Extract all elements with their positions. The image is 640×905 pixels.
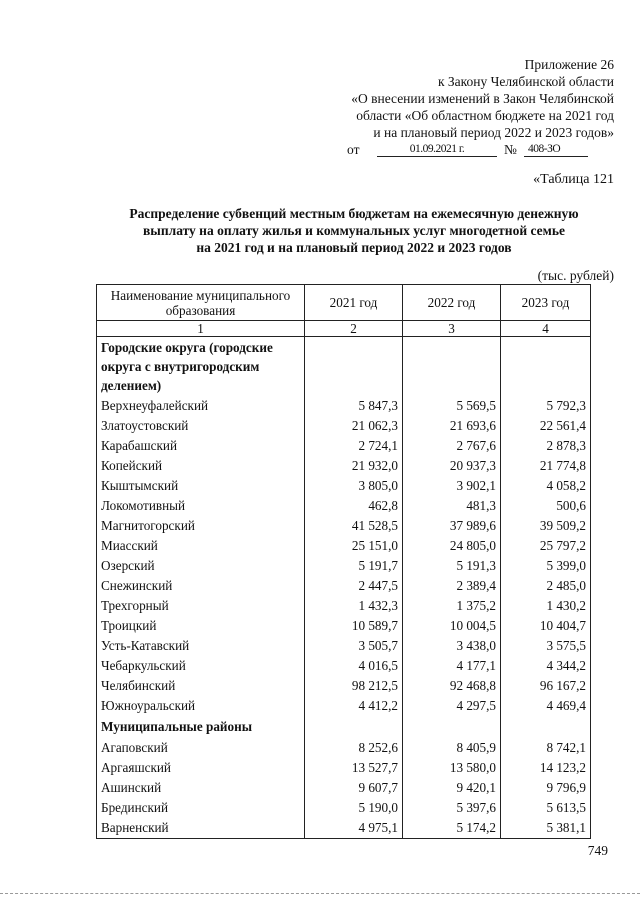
amount-cell: 25 797,2 [501, 536, 591, 556]
amount-cell: 10 004,5 [403, 616, 501, 636]
table-row [97, 416, 591, 436]
table-row [97, 616, 591, 636]
municipality-name: Чебаркульский [97, 656, 305, 676]
section-row [97, 337, 591, 397]
amount-cell: 481,3 [403, 496, 501, 516]
empty-cell [305, 716, 403, 738]
amount-cell: 2 447,5 [305, 576, 403, 596]
column-number: 4 [501, 321, 591, 337]
amount-cell: 4 016,5 [305, 656, 403, 676]
empty-cell [403, 716, 501, 738]
amount-cell: 5 792,3 [501, 396, 591, 416]
heading-line: на 2021 год и на плановый период 2022 и 2023 годов [196, 240, 512, 255]
amount-cell: 8 252,6 [305, 738, 403, 758]
ot-label: от [347, 142, 360, 157]
amount-cell: 3 505,7 [305, 636, 403, 656]
municipality-name: Снежинский [97, 576, 305, 596]
header-line: и на плановый период 2022 и 2023 годов» [373, 125, 614, 140]
amount-cell: 10 404,7 [501, 616, 591, 636]
municipality-name: Агаповский [97, 738, 305, 758]
amount-cell: 14 123,2 [501, 758, 591, 778]
empty-cell [501, 716, 591, 738]
heading-line: выплату на оплату жилья и коммунальных услуг многодетной семье [143, 223, 565, 238]
amount-cell: 5 569,5 [403, 396, 501, 416]
municipality-name: Ашинский [97, 778, 305, 798]
amount-cell: 462,8 [305, 496, 403, 516]
section-title: Муниципальные районы [97, 716, 305, 738]
table-row [97, 636, 591, 656]
municipality-name: Златоустовский [97, 416, 305, 436]
amount-cell: 21 693,6 [403, 416, 501, 436]
municipality-name: Брединский [97, 798, 305, 818]
table-row [97, 818, 591, 839]
municipality-name: Южноуральский [97, 696, 305, 716]
amount-cell: 39 509,2 [501, 516, 591, 536]
municipality-name: Копейский [97, 456, 305, 476]
amount-cell: 5 191,3 [403, 556, 501, 576]
law-number: 408-ЗО [524, 141, 588, 157]
municipality-name: Варненский [97, 818, 305, 839]
column-number: 1 [97, 321, 305, 337]
empty-cell [403, 337, 501, 397]
law-date: 01.09.2021 г. [377, 141, 497, 157]
amount-cell: 3 438,0 [403, 636, 501, 656]
table-row [97, 536, 591, 556]
units-label: (тыс. рублей) [537, 268, 614, 283]
amount-cell: 5 847,3 [305, 396, 403, 416]
amount-cell: 3 575,5 [501, 636, 591, 656]
municipality-name: Аргаяшский [97, 758, 305, 778]
empty-cell [501, 337, 591, 397]
amount-cell: 4 344,2 [501, 656, 591, 676]
column-header-2023: 2023 год [501, 285, 591, 321]
table-row [97, 456, 591, 476]
amount-cell: 4 177,1 [403, 656, 501, 676]
amount-cell: 2 724,1 [305, 436, 403, 456]
header-line: к Закону Челябинской области [437, 74, 614, 89]
amount-cell: 5 191,7 [305, 556, 403, 576]
amount-cell: 96 167,2 [501, 676, 591, 696]
table-row [97, 436, 591, 456]
amount-cell: 41 528,5 [305, 516, 403, 536]
amount-cell: 5 397,6 [403, 798, 501, 818]
table-row [97, 596, 591, 616]
amount-cell: 98 212,5 [305, 676, 403, 696]
amount-cell: 1 432,3 [305, 596, 403, 616]
amount-cell: 10 589,7 [305, 616, 403, 636]
table-row [97, 738, 591, 758]
amount-cell: 3 805,0 [305, 476, 403, 496]
table-row [97, 476, 591, 496]
table-row [97, 516, 591, 536]
amount-cell: 13 580,0 [403, 758, 501, 778]
municipality-name: Миасский [97, 536, 305, 556]
amount-cell: 9 607,7 [305, 778, 403, 798]
amount-cell: 1 375,2 [403, 596, 501, 616]
header-line: области «Об областном бюджете на 2021 год [356, 108, 614, 123]
table-body [97, 337, 591, 839]
amount-cell: 4 975,1 [305, 818, 403, 839]
law-date-line [284, 141, 614, 158]
amount-cell: 5 190,0 [305, 798, 403, 818]
section-title: Городские округа (городские округа с внутригородским делением) [97, 337, 305, 397]
amount-cell: 2 767,6 [403, 436, 501, 456]
number-label: № [504, 142, 517, 157]
table-row [97, 396, 591, 416]
table-row [97, 676, 591, 696]
municipality-name: Троицкий [97, 616, 305, 636]
amount-cell: 5 174,2 [403, 818, 501, 839]
column-number: 2 [305, 321, 403, 337]
amount-cell: 500,6 [501, 496, 591, 516]
table-row [97, 758, 591, 778]
amount-cell: 5 399,0 [501, 556, 591, 576]
column-number: 3 [403, 321, 501, 337]
amount-cell: 5 381,1 [501, 818, 591, 839]
amount-cell: 4 469,4 [501, 696, 591, 716]
column-header-2021: 2021 год [305, 285, 403, 321]
heading-line: Распределение субвенций местным бюджетам на ежемесячную денежную [129, 206, 579, 221]
amount-cell: 25 151,0 [305, 536, 403, 556]
amount-cell: 13 527,7 [305, 758, 403, 778]
empty-cell [305, 337, 403, 397]
amount-cell: 8 742,1 [501, 738, 591, 758]
page-divider [0, 893, 640, 894]
amount-cell: 2 389,4 [403, 576, 501, 596]
table-row [97, 798, 591, 818]
amount-cell: 4 058,2 [501, 476, 591, 496]
amount-cell: 5 613,5 [501, 798, 591, 818]
municipality-name: Кыштымский [97, 476, 305, 496]
table-row [97, 556, 591, 576]
header-line: «О внесении изменений в Закон Челябинской [351, 91, 614, 106]
municipality-name: Трехгорный [97, 596, 305, 616]
amount-cell: 21 932,0 [305, 456, 403, 476]
amount-cell: 4 297,5 [403, 696, 501, 716]
appendix-header [284, 56, 614, 158]
municipality-name: Карабашский [97, 436, 305, 456]
municipality-name: Локомотивный [97, 496, 305, 516]
amount-cell: 4 412,2 [305, 696, 403, 716]
table-row [97, 656, 591, 676]
table-row [97, 778, 591, 798]
table-label: «Таблица 121 [533, 172, 614, 187]
amount-cell: 22 561,4 [501, 416, 591, 436]
table-row [97, 496, 591, 516]
municipality-name: Озерский [97, 556, 305, 576]
amount-cell: 9 796,9 [501, 778, 591, 798]
header-line: Приложение 26 [524, 57, 614, 72]
municipality-name: Верхнеуфалейский [97, 396, 305, 416]
amount-cell: 1 430,2 [501, 596, 591, 616]
subsidy-table [96, 284, 591, 839]
municipality-name: Челябинский [97, 676, 305, 696]
municipality-name: Магнитогорский [97, 516, 305, 536]
amount-cell: 2 878,3 [501, 436, 591, 456]
amount-cell: 8 405,9 [403, 738, 501, 758]
amount-cell: 92 468,8 [403, 676, 501, 696]
column-header-name: Наименование муниципального образования [97, 285, 305, 321]
amount-cell: 21 774,8 [501, 456, 591, 476]
amount-cell: 24 805,0 [403, 536, 501, 556]
section-row [97, 716, 591, 738]
table-row [97, 696, 591, 716]
document-heading [96, 205, 612, 256]
municipality-name: Усть-Катавский [97, 636, 305, 656]
amount-cell: 3 902,1 [403, 476, 501, 496]
amount-cell: 20 937,3 [403, 456, 501, 476]
amount-cell: 21 062,3 [305, 416, 403, 436]
page-number: 749 [587, 843, 608, 858]
amount-cell: 37 989,6 [403, 516, 501, 536]
column-header-2022: 2022 год [403, 285, 501, 321]
amount-cell: 9 420,1 [403, 778, 501, 798]
table-row [97, 576, 591, 596]
amount-cell: 2 485,0 [501, 576, 591, 596]
